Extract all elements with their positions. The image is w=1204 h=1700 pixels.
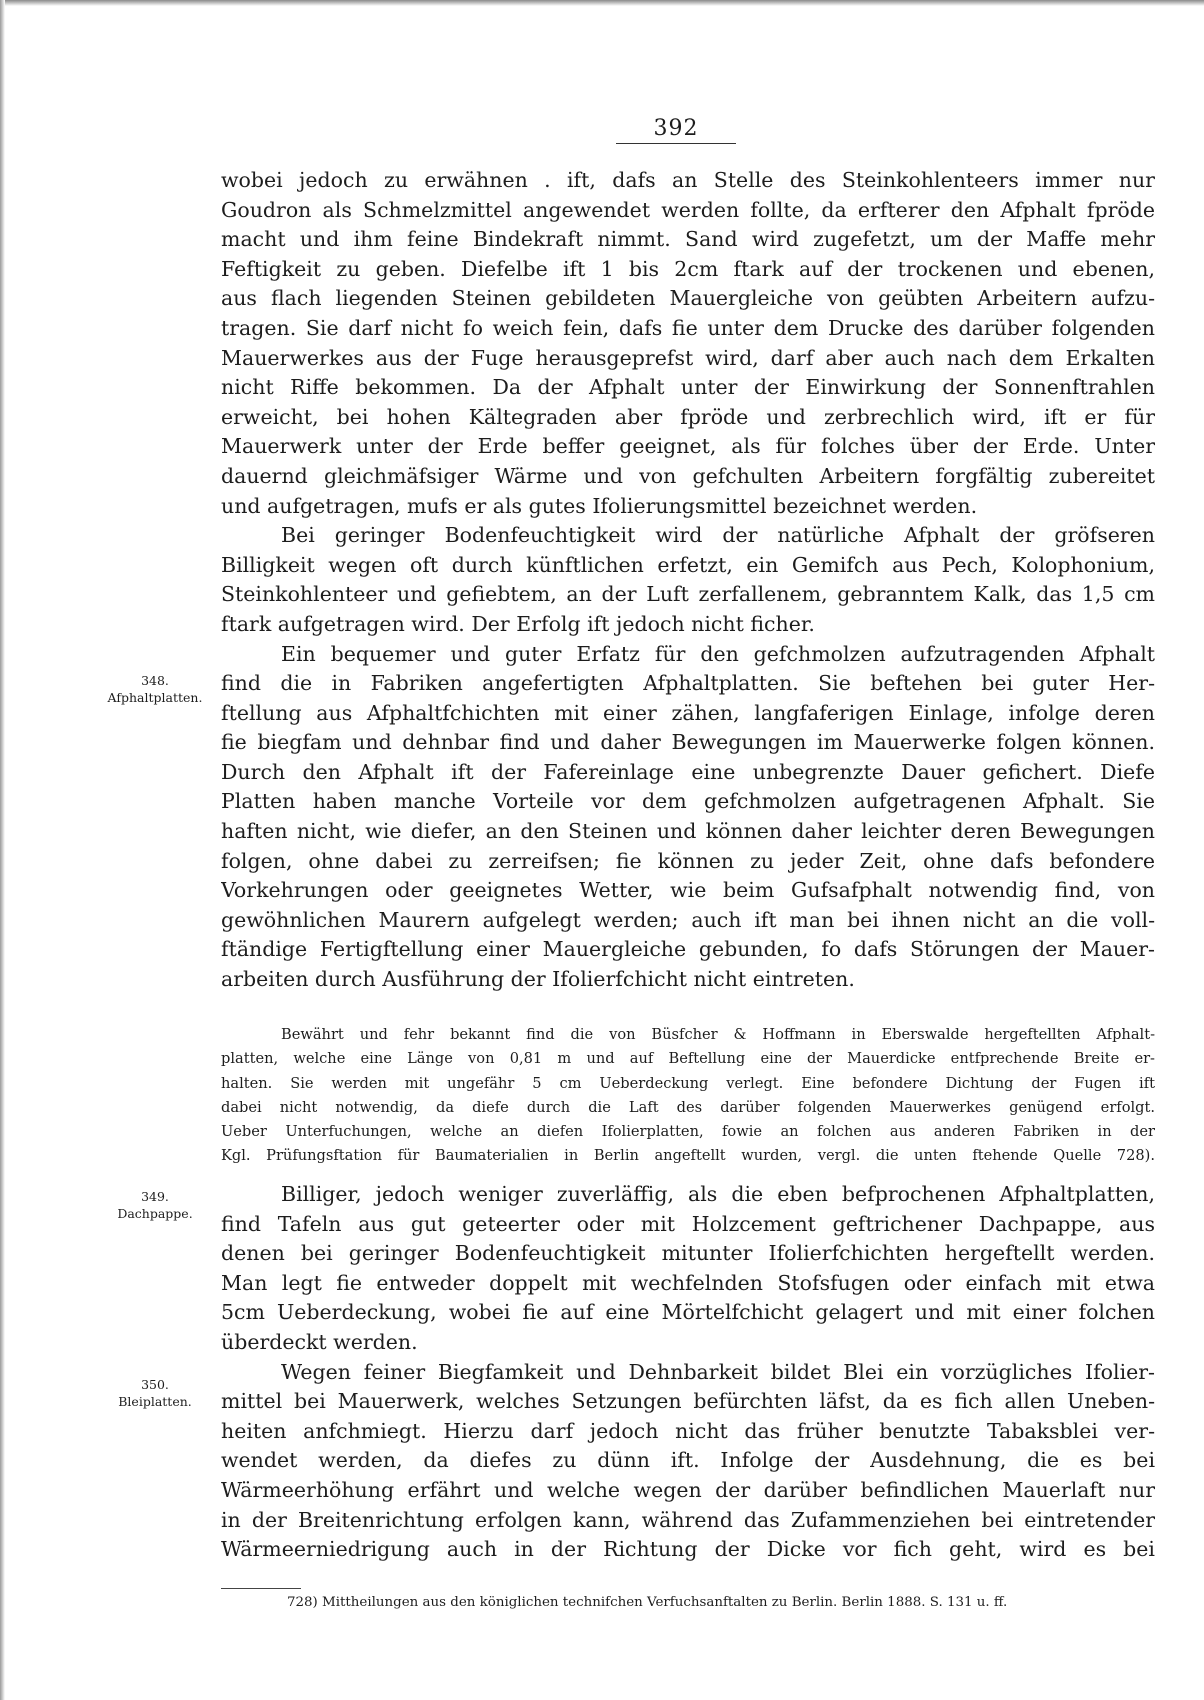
fine-print-line: Bewährt und fehr bekannt find die von Büsfcher & Hoffmann in Eberswalde hergeftellten Afphalt-	[281, 1026, 1155, 1043]
text-line: Wegen feiner Biegfamkeit und Dehnbarkeit bildet Blei ein vorzügliches Ifolier-	[281, 1359, 1155, 1384]
margin-note-title: Dachpappe.	[117, 1206, 193, 1221]
text-line: ftellung aus Afphaltfchichten mit einer zähen, langfaferigen Einlage, infolge deren	[221, 700, 1155, 725]
text-line: mittel bei Mauerwerk, welches Setzungen befürchten läfst, da es fich allen Uneben-	[221, 1389, 1155, 1414]
text-line: in der Breitenrichtung erfolgen kann, während das Zufammenziehen bei eintretender	[221, 1507, 1155, 1532]
fine-print-line: Ueber Unterfuchungen, welche an diefen Ifolierplatten, fowie an folchen aus anderen Fabriken in der	[221, 1123, 1155, 1141]
margin-note-title: Afphaltplatten.	[107, 690, 203, 705]
text-line: folgen, ohne dabei zu zerreifsen; fie können zu jeder Zeit, ohne dafs befondere	[221, 848, 1155, 873]
page-number-rule	[616, 143, 736, 144]
margin-note-350	[90, 1376, 220, 1410]
text-line: Vorkehrungen oder geeignetes Wetter, wie beim Gufsafphalt notwendig find, von	[221, 878, 1155, 903]
margin-note-349	[90, 1188, 220, 1222]
text-line: denen bei geringer Bodenfeuchtigkeit mitunter Ifolierfchichten hergeftellt werden.	[221, 1241, 1155, 1266]
text-line: wobei jedoch zu erwähnen . ift, dafs an Stelle des Steinkohlenteers immer nur	[221, 168, 1155, 192]
text-line: Bei geringer Bodenfeuchtigkeit wird der natürliche Afphalt der gröfseren	[281, 523, 1155, 548]
text-line: Billiger, jedoch weniger zuverläffig, als die eben befprochenen Afphaltplatten,	[281, 1182, 1155, 1206]
text-line: Mauerwerk unter der Erde beffer geeignet, als für folches über der Erde. Unter	[221, 434, 1155, 459]
text-line: Goudron als Schmelzmittel angewendet werden follte, da erfterer den Afphalt fpröde	[221, 197, 1155, 222]
margin-note-number: 348.	[141, 673, 169, 688]
text-line: haften nicht, wie diefer, an den Steinen und können daher leichter deren Bewegungen	[221, 819, 1155, 844]
fine-print-line: platten, welche eine Länge von 0,81 m und auf Beftellung eine der Mauerdicke entfprechende Breite er-	[221, 1050, 1155, 1068]
margin-note-number: 350.	[141, 1377, 169, 1392]
footnote: 728) Mittheilungen aus den königlichen technifchen Verfuchsanftalten zu Berlin. Berlin 1888. S. 131 u. ff.	[287, 1595, 1008, 1610]
text-line: nicht Riffe bekommen. Da der Afphalt unter der Einwirkung der Sonnenftrahlen	[221, 375, 1155, 400]
text-line: Man legt fie entweder doppelt mit wechfelnden Stofsfugen oder einfach mit etwa	[221, 1270, 1155, 1295]
margin-note-348	[90, 672, 220, 706]
text-line: arbeiten durch Ausführung der Ifolierfchicht nicht eintreten.	[221, 967, 855, 992]
text-line: ftark aufgetragen wird. Der Erfolg ift jedoch nicht ficher.	[221, 611, 815, 636]
text-line: Durch den Afphalt ift der Fafereinlage eine unbegrenzte Dauer gefichert. Diefe	[221, 759, 1155, 784]
text-line: erweicht, bei hohen Kältegraden aber fpröde und zerbrechlich wird, ift er für	[221, 404, 1155, 429]
fine-print-line: Kgl. Prüfungsftation für Baumaterialien in Berlin angeftellt wurden, vergl. die unten ftehende Quelle 728).	[221, 1147, 1155, 1165]
text-line: Billigkeit wegen oft durch künftlichen erfetzt, ein Gemifch aus Pech, Kolophonium,	[221, 552, 1155, 577]
page-edge-shadow-top	[0, 0, 1204, 6]
text-line: find die in Fabriken angefertigten Afphaltplatten. Sie beftehen bei guter Her-	[221, 671, 1155, 696]
text-line: und aufgetragen, mufs er als gutes Ifolierungsmittel bezeichnet werden.	[221, 493, 978, 518]
text-line: find Tafeln aus gut geteerter oder mit Holzcement geftrichener Dachpappe, aus	[221, 1211, 1155, 1236]
text-line: wendet werden, da diefes zu dünn ift. Infolge der Ausdehnung, die es bei	[221, 1448, 1155, 1473]
text-line: Steinkohlenteer und gefiebtem, an der Luft zerfallenem, gebranntem Kalk, das 1,5 cm	[221, 582, 1155, 607]
text-line: überdeckt werden.	[221, 1329, 418, 1354]
body-text-block-1	[221, 166, 1155, 995]
text-line: Platten haben manche Vorteile vor dem gefchmolzen aufgetragenen Afphalt. Sie	[221, 789, 1155, 814]
page-edge-shadow-left	[0, 0, 5, 1700]
fine-print-line: dabei nicht notwendig, da diefe durch die Laft des darüber folgenden Mauerwerkes genügend erfolgt.	[221, 1098, 1155, 1116]
text-line: Wärmeerniedrigung auch in der Richtung der Dicke vor fich geht, wird es bei	[221, 1537, 1155, 1562]
text-line: heiten anfchmiegt. Hierzu darf jedoch nicht das früher benutzte Tabaksblei ver-	[221, 1418, 1155, 1443]
text-line: tragen. Sie darf nicht fo weich fein, dafs fie unter dem Drucke des darüber folgenden	[221, 315, 1155, 340]
margin-note-number: 349.	[141, 1189, 169, 1204]
text-line: aus flach liegenden Steinen gebildeten Mauergleiche von geübten Arbeitern aufzu-	[221, 286, 1155, 311]
text-line: Wärmeerhöhung erfährt und welche wegen der darüber befindlichen Mauerlaft nur	[221, 1477, 1155, 1502]
text-line: ftändige Fertigftellung einer Mauergleiche gebunden, fo dafs Störungen der Mauer-	[221, 937, 1155, 962]
text-line: dauernd gleichmäfsiger Wärme und von gefchulten Arbeitern forgfältig zubereitet	[221, 463, 1155, 488]
margin-note-title: Bleiplatten.	[118, 1394, 192, 1409]
text-line: Feftigkeit zu geben. Diefelbe ift 1 bis 2cm ftark auf der trockenen und ebenen,	[221, 256, 1155, 281]
text-line: gewöhnlichen Maurern aufgelegt werden; auch ift man bei ihnen nicht an die voll-	[221, 907, 1155, 932]
page-number: 392	[653, 116, 699, 141]
text-line: Ein bequemer und guter Erfatz für den gefchmolzen aufzutragenden Afphalt	[281, 641, 1155, 666]
footnote-rule	[221, 1588, 301, 1589]
fine-print-block	[221, 1023, 1155, 1169]
body-text-block-2	[221, 1180, 1155, 1565]
text-line: fie biegfam und dehnbar find und daher Bewegungen im Mauerwerke folgen können.	[221, 730, 1155, 755]
text-line: Mauerwerkes aus der Fuge herausgeprefst wird, darf aber auch nach dem Erkalten	[221, 345, 1155, 370]
text-line: macht und ihm feine Bindekraft nimmt. Sand wird zugefetzt, um der Maffe mehr	[221, 227, 1155, 252]
text-line: 5cm Ueberdeckung, wobei fie auf eine Mörtelfchicht gelagert und mit einer folchen	[221, 1300, 1155, 1325]
fine-print-line: halten. Sie werden mit ungefähr 5 cm Ueberdeckung verlegt. Eine befondere Dichtung der Fugen ift	[221, 1074, 1155, 1092]
